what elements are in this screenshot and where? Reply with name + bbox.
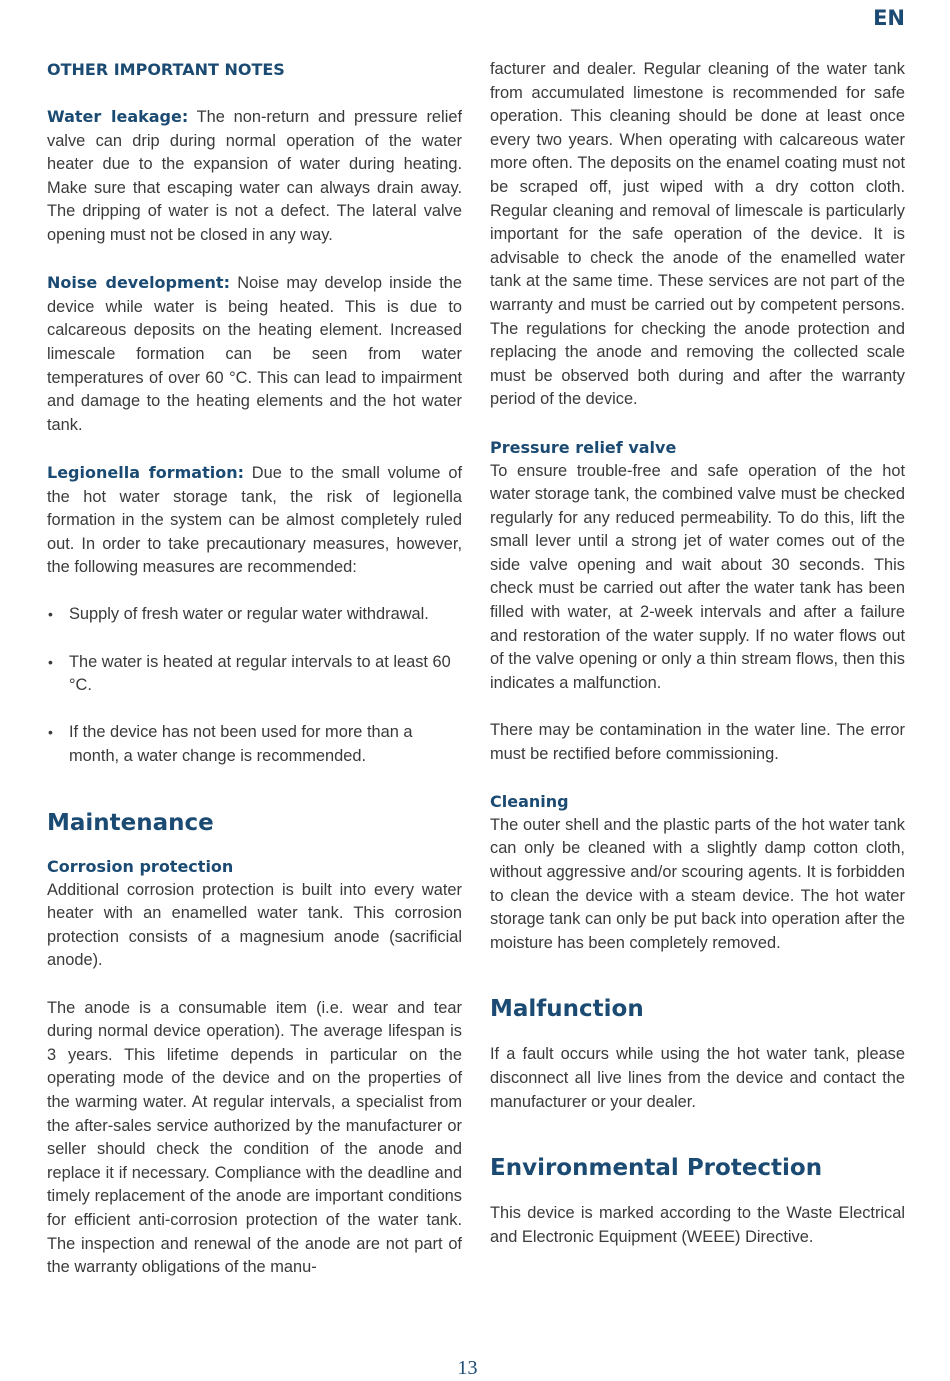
legionella-text: Due to the small volume of the hot water storage tank, the risk of legionella formation in the system can be almost completely ruled out. In order to take precautionary measures, however, the following measures are recommended:: [47, 463, 462, 577]
environmental-heading: Environmental Protection: [490, 1155, 823, 1182]
water-leakage-lead: Water leakage:: [47, 107, 189, 126]
continued-paragraph: facturer and dealer. Regular cleaning of the water tank from accumulated limestone is recommended for safe operation. This cleaning should be done at least once every two years. When operating with calcareous water more often. The deposits on the enamel coating must not be scraped off, just wiped with a dry cotton cloth. Regular cleaning and removal of limescale is particularly important for the safe operation of the device. It is advisable to check the anode of the enamelled water tank at the same time. These services are not part of the warranty and must be carried out by competent persons. The regulations for checking the anode protection and replacing the anode and removing the collected scale must be observed both during and after the warranty period of the device.: [490, 60, 905, 409]
legionella-measures-list-2: [47, 651, 462, 698]
pressure-relief-paragraph-1: To ensure trouble-free and safe operation of the hot water storage tank, the combined valve must be checked regularly for any reduced permeability. To do this, lift the small lever until a strong jet of water comes out of the side valve opening and wait about 30 seconds. This check must be carried out after the water tank has been filled with water, at 2-week intervals and after a failure and restoration of the water supply. If no water flows out of the valve opening or only a thin stream flows, then this indicates a malfunction.: [490, 461, 905, 692]
corrosion-heading: Corrosion protection: [47, 856, 234, 876]
cleaning-heading: Cleaning: [490, 791, 569, 811]
environmental-paragraph: This device is marked according to the Waste Electrical and Electronic Equipment (WEEE) Directive.: [490, 1204, 905, 1246]
pressure-relief-heading: Pressure relief valve: [490, 437, 677, 457]
pressure-relief-paragraph-2: There may be contamination in the water line. The error must be rectified before commissioning.: [490, 721, 905, 763]
right-column: [490, 58, 905, 1249]
legionella-measures-list: [47, 603, 462, 627]
malfunction-paragraph: If a fault occurs while using the hot water tank, please disconnect all live lines from the device and contact the manufacturer or your dealer.: [490, 1045, 905, 1111]
noise-lead: Noise development:: [47, 273, 230, 293]
other-notes-heading: OTHER IMPORTANT NOTES: [47, 60, 285, 79]
noise-paragraph: [47, 271, 462, 437]
water-leakage-text: The non-return and pressure relief valve can drip during normal operation of the water heater due to the expansion of water during heating. Make sure that escaping water can always drain away. The dripping of water is not a defect. The lateral valve opening must not be closed in any way.: [47, 108, 463, 244]
list-item: • If the device has not been used for more than a month, a water change is recommended.: [47, 721, 462, 768]
noise-text: Noise may develop inside the device while water is being heated. This is due to calcareous deposits on the heating element. Increased limescale formation can be seen from water temperatures of over 60 °C. This can lead to impairment and damage to the heating elements and the hot water tank.: [47, 274, 462, 434]
legionella-lead: Legionella formation:: [47, 462, 245, 482]
cleaning-paragraph: The outer shell and the plastic parts of the hot water tank can only be cleaned with a slightly damp cotton cloth, without aggressive and/or scouring agents. It is forbidden to clean the device with a steam device. The hot water storage tank can only be put back into operation after the moisture has been completely removed.: [490, 815, 905, 952]
language-label: EN: [873, 6, 905, 30]
water-leakage-paragraph: [47, 105, 462, 248]
legionella-measures-list-3: [47, 721, 462, 768]
list-item: • The water is heated at regular intervals to at least 60 °C.: [47, 651, 462, 698]
corrosion-paragraph-1: Additional corrosion protection is built into every water heater with an enamelled water tank. This corrosion protection consists of a magnesium anode (sacrificial anode).: [47, 880, 462, 970]
page-number: 13: [457, 1357, 478, 1379]
corrosion-paragraph-2: The anode is a consumable item (i.e. wear and tear during normal device operation). The average lifespan is 3 years. This lifetime depends in particular on the operating mode of the device and on the properties of the warming water. At regular intervals, a specialist from the after-sales service authorized by the manufacturer or seller should check the condition of the anode and replace it if necessary. Compliance with the deadline and timely replacement of the anode are important conditions for efficient anti-corrosion protection of the water tank. The inspection and renewal of the anode are not part of the warranty obligations of the manu-: [47, 998, 462, 1277]
malfunction-heading: Malfunction: [490, 996, 644, 1023]
left-column: [47, 58, 462, 1280]
legionella-paragraph: [47, 461, 462, 580]
maintenance-heading: Maintenance: [47, 809, 214, 836]
list-item: • Supply of fresh water or regular water withdrawal.: [47, 603, 462, 627]
